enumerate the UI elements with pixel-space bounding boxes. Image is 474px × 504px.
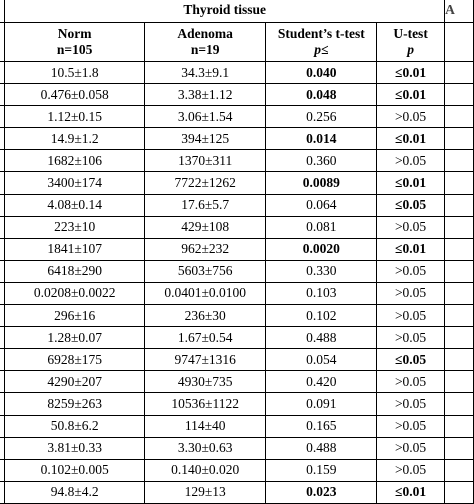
ttest-cell: 0.488 (266, 327, 377, 349)
adenoma-cell: 129±13 (144, 481, 266, 503)
right-edge-cell (445, 349, 474, 371)
table-row (0, 150, 474, 172)
norm-header (5, 23, 144, 62)
right-edge-cell (445, 260, 474, 282)
ttest-cell: 0.420 (266, 371, 377, 393)
utest-cell: ≤0.05 (377, 349, 445, 371)
ttest-cell: 0.488 (266, 437, 377, 459)
ttest-cell: 0.023 (266, 481, 377, 503)
table-row (0, 84, 474, 106)
norm-cell: 4290±207 (5, 371, 144, 393)
norm-cell: 0.476±0.058 (5, 84, 144, 106)
ttest-header-name: Student’s t-test (277, 26, 365, 41)
group-header-row (0, 0, 474, 23)
norm-cell: 6928±175 (5, 349, 144, 371)
adenoma-cell: 7722±1262 (144, 172, 266, 194)
right-edge-cell (445, 150, 474, 172)
table-row (0, 260, 474, 282)
ttest-cell: 0.091 (266, 393, 377, 415)
adenoma-header (144, 23, 266, 62)
utest-cell: ≤0.01 (377, 481, 445, 503)
utest-cell: >0.05 (377, 260, 445, 282)
utest-cell: >0.05 (377, 305, 445, 327)
ttest-cell: 0.165 (266, 415, 377, 437)
ttest-header-sub: p≤ (314, 42, 329, 57)
adenoma-cell: 10536±1122 (144, 393, 266, 415)
norm-cell: 3400±174 (5, 172, 144, 194)
ttest-cell: 0.0089 (266, 172, 377, 194)
column-header-row (0, 23, 474, 62)
norm-cell: 296±16 (5, 305, 144, 327)
utest-header (377, 23, 445, 62)
norm-cell: 14.9±1.2 (5, 128, 144, 150)
norm-cell: 8259±263 (5, 393, 144, 415)
norm-cell: 10.5±1.8 (5, 62, 144, 84)
adenoma-cell: 394±125 (144, 128, 266, 150)
table-row (0, 437, 474, 459)
ttest-cell: 0.360 (266, 150, 377, 172)
right-edge-cell (445, 84, 474, 106)
right-edge-cell (445, 415, 474, 437)
table-row (0, 393, 474, 415)
right-edge-cell (445, 282, 474, 304)
utest-cell: >0.05 (377, 150, 445, 172)
ttest-cell: 0.048 (266, 84, 377, 106)
utest-header-sub: p (407, 42, 414, 57)
adenoma-cell: 17.6±5.7 (144, 194, 266, 216)
utest-cell: >0.05 (377, 371, 445, 393)
ttest-cell: 0.103 (266, 282, 377, 304)
utest-cell: ≤0.01 (377, 238, 445, 260)
right-edge-cell (445, 437, 474, 459)
adenoma-cell: 1370±311 (144, 150, 266, 172)
right-edge-cell (445, 106, 474, 128)
utest-cell: >0.05 (377, 282, 445, 304)
utest-cell: >0.05 (377, 459, 445, 481)
table-row (0, 238, 474, 260)
adenoma-cell: 0.140±0.020 (144, 459, 266, 481)
adenoma-cell: 9747±1316 (144, 349, 266, 371)
ttest-cell: 0.159 (266, 459, 377, 481)
table-row (0, 128, 474, 150)
adenoma-cell: 0.0401±0.0100 (144, 282, 266, 304)
ttest-cell: 0.054 (266, 349, 377, 371)
right-edge-cell (445, 128, 474, 150)
utest-cell: ≤0.05 (377, 194, 445, 216)
table-row (0, 327, 474, 349)
utest-header-name: U-test (393, 26, 428, 41)
adenoma-cell: 4930±735 (144, 371, 266, 393)
table-row (0, 172, 474, 194)
ttest-cell: 0.014 (266, 128, 377, 150)
right-edge-cell (445, 23, 474, 62)
norm-cell: 0.0208±0.0022 (5, 282, 144, 304)
right-edge-cell (445, 459, 474, 481)
adenoma-cell: 429±108 (144, 216, 266, 238)
ttest-cell: 0.040 (266, 62, 377, 84)
right-edge-cell (445, 172, 474, 194)
ttest-cell: 0.081 (266, 216, 377, 238)
adenoma-cell: 114±40 (144, 415, 266, 437)
norm-cell: 6418±290 (5, 260, 144, 282)
utest-cell: >0.05 (377, 327, 445, 349)
table-row (0, 305, 474, 327)
adenoma-header-name: Adenoma (177, 26, 233, 41)
ttest-cell: 0.256 (266, 106, 377, 128)
right-edge-cell (445, 393, 474, 415)
adenoma-cell: 3.30±0.63 (144, 437, 266, 459)
norm-cell: 1.12±0.15 (5, 106, 144, 128)
adenoma-cell: 3.06±1.54 (144, 106, 266, 128)
table-row (0, 349, 474, 371)
right-edge-cell (445, 327, 474, 349)
table-row (0, 459, 474, 481)
utest-cell: ≤0.01 (377, 128, 445, 150)
norm-cell: 4.08±0.14 (5, 194, 144, 216)
norm-cell: 3.81±0.33 (5, 437, 144, 459)
utest-cell: ≤0.01 (377, 84, 445, 106)
table-row (0, 106, 474, 128)
utest-cell: >0.05 (377, 415, 445, 437)
utest-cell: >0.05 (377, 216, 445, 238)
adenoma-header-n: n=19 (190, 42, 220, 57)
adenoma-cell: 1.67±0.54 (144, 327, 266, 349)
norm-cell: 223±10 (5, 216, 144, 238)
adenoma-cell: 236±30 (144, 305, 266, 327)
right-edge-cell (445, 305, 474, 327)
norm-header-n: n=105 (56, 42, 93, 57)
table-row (0, 282, 474, 304)
norm-cell: 1682±106 (5, 150, 144, 172)
utest-cell: >0.05 (377, 437, 445, 459)
ttest-cell: 0.102 (266, 305, 377, 327)
utest-cell: >0.05 (377, 106, 445, 128)
ttest-header (266, 23, 377, 62)
right-edge-cell (445, 194, 474, 216)
ttest-cell: 0.330 (266, 260, 377, 282)
adenoma-cell: 34.3±9.1 (144, 62, 266, 84)
table-row (0, 371, 474, 393)
norm-cell: 50.8±6.2 (5, 415, 144, 437)
ttest-cell: 0.064 (266, 194, 377, 216)
table-row (0, 415, 474, 437)
table-row (0, 481, 474, 503)
utest-cell: ≤0.01 (377, 62, 445, 84)
right-edge-header: A (445, 0, 474, 23)
table-row (0, 194, 474, 216)
ttest-cell: 0.0020 (266, 238, 377, 260)
right-edge-cell (445, 371, 474, 393)
table-row (0, 216, 474, 238)
utest-cell: ≤0.01 (377, 172, 445, 194)
right-edge-cell (445, 62, 474, 84)
right-edge-cell (445, 238, 474, 260)
utest-cell: >0.05 (377, 393, 445, 415)
group-header: Thyroid tissue (5, 0, 445, 23)
norm-cell: 1841±107 (5, 238, 144, 260)
right-edge-cell (445, 481, 474, 503)
adenoma-cell: 962±232 (144, 238, 266, 260)
norm-cell: 94.8±4.2 (5, 481, 144, 503)
adenoma-cell: 3.38±1.12 (144, 84, 266, 106)
norm-cell: 1.28±0.07 (5, 327, 144, 349)
adenoma-cell: 5603±756 (144, 260, 266, 282)
table-row (0, 62, 474, 84)
norm-header-name: Norm (57, 26, 92, 41)
norm-cell: 0.102±0.005 (5, 459, 144, 481)
right-edge-cell (445, 216, 474, 238)
